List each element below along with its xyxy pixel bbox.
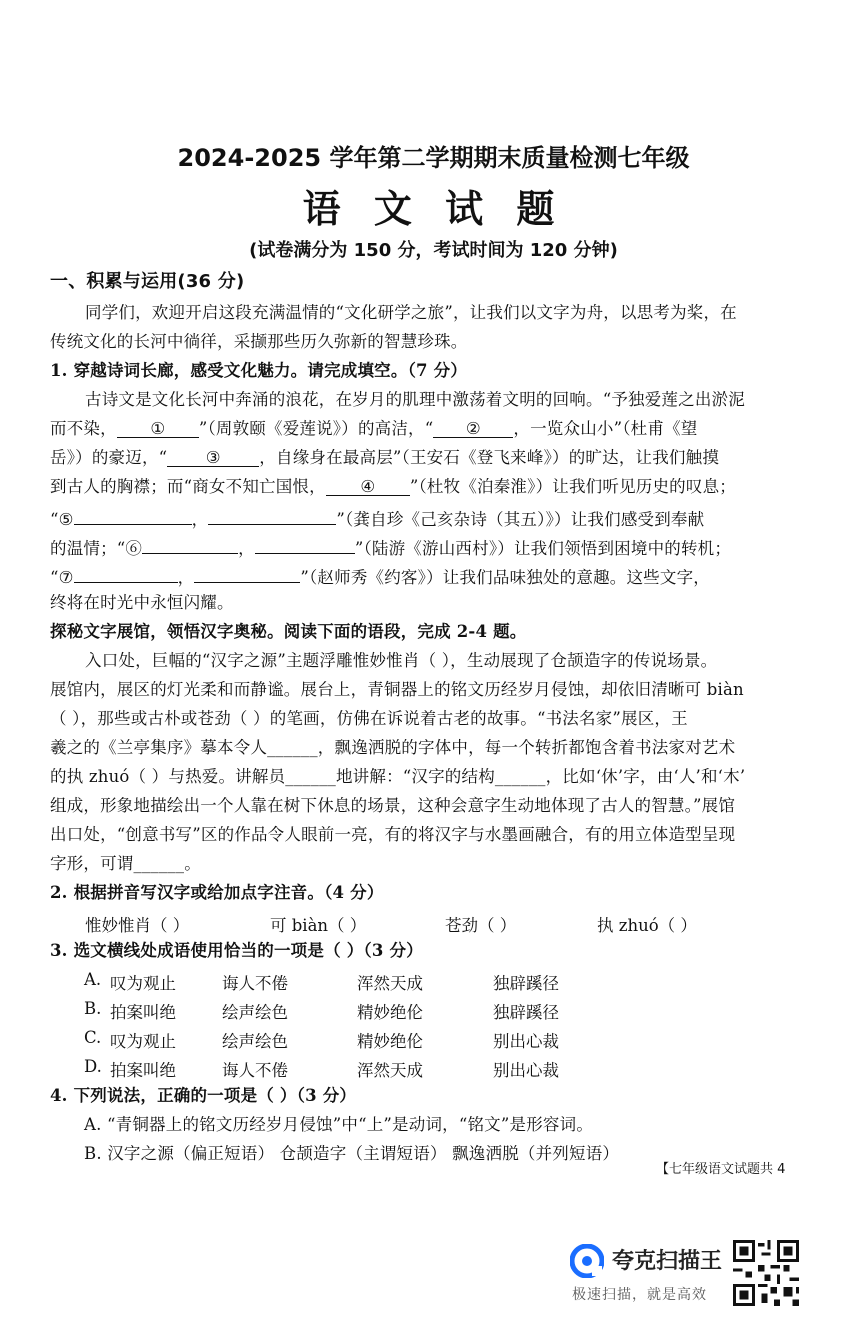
q3-option-d[interactable] [0, 1057, 867, 1079]
passage-line-4: 羲之的《兰亭集序》摹本令人______，飘逸洒脱的字体中，每一个转折都饱含着书法家对艺术 [50, 738, 736, 757]
passage-line-1: 入口处，巨幅的“汉字之源”主题浮雕惟妙惟肖（ ），生动展现了仓颉造字的传说场景。 [85, 651, 718, 670]
q3-option-c[interactable] [0, 1028, 867, 1050]
q1-text: 而不染， [50, 419, 117, 438]
blank-6a[interactable] [142, 535, 238, 554]
option-idiom: 绘声绘色 [222, 1032, 288, 1051]
option-idiom: 独辟蹊径 [493, 1003, 559, 1022]
blank-4[interactable]: ④ [326, 477, 410, 496]
q3-option-a[interactable] [0, 970, 867, 992]
q1-text: 到古人的胸襟；而“商女不知亡国恨， [50, 477, 326, 496]
blank-3[interactable]: ③ [167, 448, 259, 467]
passage-line-6: 组成，形象地描绘出一个人靠在树下休息的场景，这种会意字生动地体现了古人的智慧。”展馆 [50, 796, 736, 815]
option-idiom: 浑然天成 [357, 1061, 423, 1080]
option-idiom: 别出心裁 [493, 1032, 559, 1051]
passage-line-8: 字形，可谓______。 [50, 854, 201, 873]
qr-code-icon [733, 1240, 799, 1306]
q4-option-a[interactable]: A. “青铜器上的铭文历经岁月侵蚀”中“上”是动词，“铭文”是形容词。 [84, 1115, 594, 1134]
q1-text: ”（周敦颐《爱莲说》）的高洁，“ [198, 419, 434, 438]
option-idiom: 精妙绝伦 [357, 1003, 423, 1022]
option-letter: C. [84, 1028, 102, 1047]
option-idiom: 精妙绝伦 [357, 1032, 423, 1051]
q1-text: ”（赵师秀《约客》）让我们品味独处的意趣。这些文字， [300, 568, 710, 587]
option-idiom: 别出心裁 [493, 1061, 559, 1080]
q1-line-8: 终将在时光中永恒闪耀。 [50, 593, 234, 612]
blank-6b[interactable] [255, 535, 355, 554]
blank-5a[interactable] [74, 506, 192, 525]
option-idiom: 叹为观止 [110, 1032, 176, 1051]
blank-2[interactable]: ② [433, 419, 513, 438]
option-idiom: 独辟蹊径 [493, 974, 559, 993]
q1-line-5 [50, 506, 704, 530]
option-idiom: 诲人不倦 [222, 1061, 288, 1080]
q4-stem: 4. 下列说法，正确的一项是（ ）（3 分） [50, 1086, 357, 1105]
passage-stem: 探秘文字展馆，领悟汉字奥秘。阅读下面的语段，完成 2-4 题。 [50, 622, 527, 641]
blank-7a[interactable] [74, 564, 178, 583]
q1-line-4 [50, 477, 736, 497]
scanner-app-name: 夸克扫描王 [612, 1249, 723, 1274]
exam-title-line1: 2024-2025 学年第二学期期末质量检测七年级 [177, 144, 690, 172]
exam-subtitle: (试卷满分为 150 分，考试时间为 120 分钟) [249, 240, 618, 261]
q1-line-3 [50, 448, 719, 468]
scanner-watermark [570, 1240, 867, 1310]
scanner-logo-icon [570, 1244, 604, 1278]
page-footer-note: 【七年级语文试题共 4 [656, 1162, 786, 1177]
q2-item[interactable]: 惟妙惟肖（ ） [85, 916, 190, 935]
q1-text: ”（龚自珍《己亥杂诗（其五）》）让我们感受到奉献 [336, 510, 705, 529]
q1-stem: 1. 穿越诗词长廊，感受文化魅力。请完成填空。（7 分） [50, 361, 468, 380]
blank-7b[interactable] [194, 564, 300, 583]
option-idiom: 诲人不倦 [222, 974, 288, 993]
q1-text: ”（杜牧《泊秦淮》）让我们听见历史的叹息； [409, 477, 736, 496]
intro-line-1: 同学们，欢迎开启这段充满温情的“文化研学之旅”，让我们以文字为舟，以思考为桨，在 [85, 303, 737, 322]
q1-text: ， [238, 539, 255, 558]
q1-text: ，一览众山小”（杜甫《望 [513, 419, 698, 438]
option-idiom: 叹为观止 [110, 974, 176, 993]
q1-line-6 [50, 535, 731, 559]
q1-line-7 [50, 564, 710, 588]
q1-text: ， [191, 510, 209, 529]
q3-option-b[interactable] [0, 999, 867, 1021]
q2-item[interactable]: 可 biàn（ ） [270, 916, 367, 935]
q2-item[interactable]: 苍劲（ ） [445, 916, 517, 935]
passage-line-7: 出口处，“创意书写”区的作品令人眼前一亮，有的将汉字与水墨画融合，有的用立体造型呈现 [50, 825, 736, 844]
option-letter: D. [84, 1057, 102, 1076]
q1-text: ， [177, 568, 195, 587]
intro-line-2: 传统文化的长河中徜徉，采撷那些历久弥新的智慧珍珠。 [50, 332, 468, 351]
q3-stem: 3. 选文横线处成语使用恰当的一项是（ ）（3 分） [50, 941, 423, 960]
option-idiom: 拍案叫绝 [110, 1003, 176, 1022]
passage-line-2: 展馆内，展区的灯光柔和而静谧。展台上，青铜器上的铭文历经岁月侵蚀，却依旧清晰可 biàn [50, 680, 744, 699]
option-idiom: 拍案叫绝 [110, 1061, 176, 1080]
option-letter: B. [84, 999, 102, 1018]
option-letter: A. [84, 970, 102, 989]
q1-text: ”（陆游《游山西村》）让我们领悟到困境中的转机； [354, 539, 732, 558]
option-idiom: 浑然天成 [357, 974, 423, 993]
q1-text: 岳》）的豪迈，“ [50, 448, 168, 467]
scanner-slogan: 极速扫描，就是高效 [572, 1287, 707, 1303]
q1-line-2 [50, 419, 697, 439]
q2-items [0, 912, 867, 934]
passage-line-3: （ ），那些或古朴或苍劲（ ）的笔画，仿佛在诉说着古老的故事。“书法名家”展区，王 [50, 709, 688, 728]
exam-title-line2: 语 文 试 题 [302, 186, 565, 231]
q1-text: ，自缘身在最高层”（王安石《登飞来峰》）的旷达，让我们触摸 [259, 448, 720, 467]
passage-line-5: 的执 zhuó（ ）与热爱。讲解员______地讲解：“汉字的结构______，比如‘休’字，由‘人’和‘木’ [50, 767, 746, 786]
option-idiom: 绘声绘色 [222, 1003, 288, 1022]
q1-line-1: 古诗文是文化长河中奔涌的浪花，在岁月的肌理中激荡着文明的回响。“予独爱莲之出淤泥 [85, 390, 745, 409]
blank-1[interactable]: ① [117, 419, 199, 438]
blank-5b[interactable] [208, 506, 336, 525]
q1-text: 的温情；“⑥ [50, 539, 143, 558]
q4-option-b[interactable]: B. 汉字之源（偏正短语） 仓颉造字（主谓短语） 飘逸洒脱（并列短语） [84, 1144, 620, 1163]
q2-item[interactable]: 执 zhuó（ ） [597, 916, 697, 935]
q2-stem: 2. 根据拼音写汉字或给加点字注音。（4 分） [50, 883, 384, 902]
q1-text: “⑤ [50, 510, 74, 529]
section-heading: 一、积累与运用(36 分) [50, 271, 245, 292]
q1-text: “⑦ [50, 568, 74, 587]
